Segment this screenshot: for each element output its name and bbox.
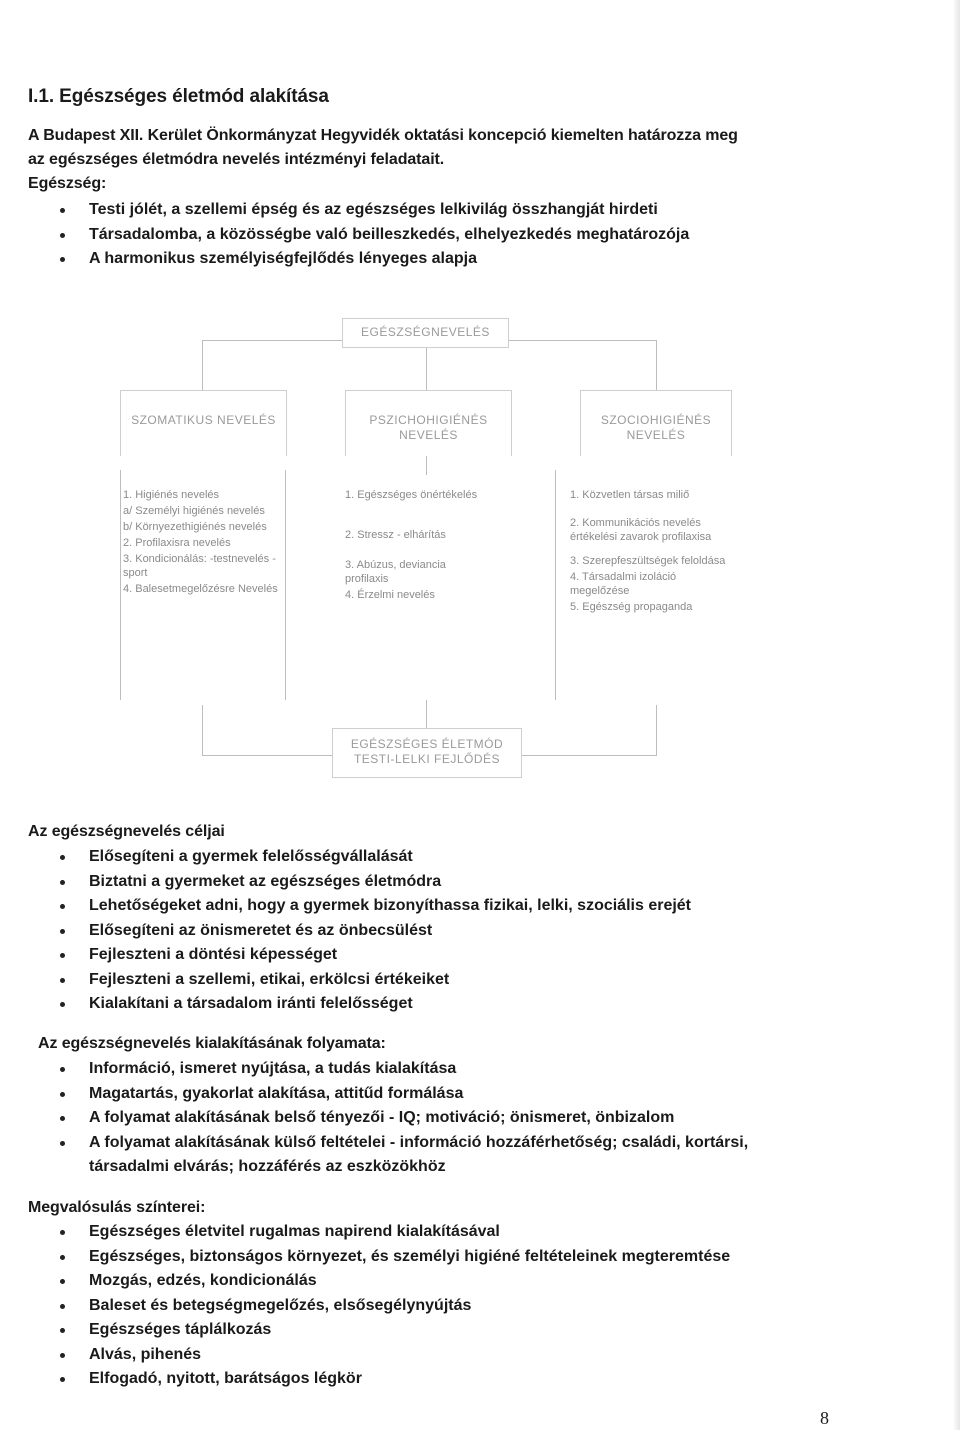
- list-item: A folyamat alakításának külső feltételei - információ hozzáférhetőség; családi, kortársi, társadalmi elvárás; hozzáférés az eszközökhöz: [28, 1131, 809, 1180]
- list-item: 3. Abúzus, deviancia profilaxis: [345, 559, 446, 585]
- bullet-icon: [60, 1092, 65, 1097]
- bullet-icon: [60, 1255, 65, 1260]
- list-item: Biztatni a gyermeket az egészséges életmódra: [28, 870, 691, 895]
- list-item: 1. Egészséges önértékelés: [345, 489, 478, 501]
- list-item: 3. Szerepfeszültségek feloldása: [570, 555, 726, 567]
- bullet-icon: [60, 929, 65, 934]
- list-item: 2. Profilaxisra nevelés: [123, 537, 231, 549]
- list-item: Elősegíteni a gyermek felelősségvállalását: [28, 845, 691, 870]
- list-item: 3. Kondicionálás: -testnevelés -sport: [123, 553, 276, 579]
- list-item: 5. Egészség propaganda: [570, 601, 693, 613]
- diagram-bottom-box: [332, 728, 522, 778]
- connector-line: [426, 345, 427, 390]
- connector-line: [426, 455, 427, 475]
- diagram-bottom-label: EGÉSZSÉGES ÉLETMÓD TESTI-LELKI FEJLŐDÉS: [350, 737, 504, 766]
- list-item: 4. Balesetmegelőzésre Nevelés: [123, 583, 278, 595]
- goals-heading: Az egészségnevelés céljai: [28, 823, 225, 840]
- bullet-icon: [60, 1328, 65, 1333]
- bullet-icon: [60, 208, 65, 213]
- list-item: Fejleszteni a döntési képességet: [28, 943, 691, 968]
- list-item: Alvás, pihenés: [28, 1343, 730, 1368]
- connector-line: [202, 705, 203, 755]
- health-heading: Egészség:: [28, 175, 107, 192]
- diagram-column-title: SZOCIOHIGIÉNÉS NEVELÉS: [600, 413, 712, 442]
- diagram-column-list-somatic: [123, 488, 283, 598]
- venues-list: [28, 1220, 730, 1392]
- diagram-column-title: PSZICHOHIGIÉNÉS NEVELÉS: [369, 413, 488, 442]
- list-item: 2. Stressz - elhárítás: [345, 529, 446, 541]
- list-item: Baleset és betegségmegelőzés, elsősegélynyújtás: [28, 1294, 730, 1319]
- connector-line: [202, 755, 332, 756]
- diagram-column-box-socio: [580, 390, 732, 456]
- intro-line-2: az egészséges életmódra nevelés intézményi feladatait.: [28, 151, 445, 168]
- bullet-icon: [60, 1141, 65, 1146]
- list-item: Információ, ismeret nyújtása, a tudás kialakítása: [28, 1057, 809, 1082]
- bullet-icon: [60, 1279, 65, 1284]
- list-item: a/ Személyi higiénés nevelés: [123, 505, 265, 517]
- list-item: 1. Közvetlen társas miliő: [570, 489, 690, 501]
- connector-line: [520, 755, 657, 756]
- page-edge-shadow: [954, 0, 960, 1430]
- list-item: Magatartás, gyakorlat alakítása, attitűd formálása: [28, 1082, 809, 1107]
- diagram-column-title: SZOMATIKUS NEVELÉS: [131, 413, 276, 427]
- diagram-top-label: EGÉSZSÉGNEVELÉS: [361, 325, 490, 339]
- list-item: Lehetőségeket adni, hogy a gyermek bizonyíthassa fizikai, lelki, szociális erejét: [28, 894, 691, 919]
- health-list: [28, 198, 689, 272]
- list-item: Elősegíteni az önismeretet és az önbecsülést: [28, 919, 691, 944]
- page-number: 8: [820, 1408, 829, 1428]
- bullet-icon: [60, 880, 65, 885]
- connector-line: [120, 470, 121, 700]
- list-item: 4. Érzelmi nevelés: [345, 589, 435, 601]
- bullet-icon: [60, 1002, 65, 1007]
- section-title: I.1. Egészséges életmód alakítása: [28, 86, 329, 107]
- list-item: 2. Kommunikációs nevelés értékelési zavarok profilaxisa: [570, 517, 712, 543]
- diagram-column-box-somatic: [120, 390, 287, 456]
- connector-line: [426, 700, 427, 730]
- process-list: [28, 1057, 809, 1180]
- connector-line: [507, 340, 657, 341]
- list-item: Testi jólét, a szellemi épség és az egészséges lelkivilág összhangját hirdeti: [28, 198, 689, 223]
- bullet-icon: [60, 978, 65, 983]
- bullet-icon: [60, 953, 65, 958]
- bullet-icon: [60, 1116, 65, 1121]
- connector-line: [202, 340, 203, 390]
- list-item: A harmonikus személyiségfejlődés lényeges alapja: [28, 247, 689, 272]
- goals-list: [28, 845, 691, 1017]
- process-heading: Az egészségnevelés kialakításának folyamata:: [38, 1035, 386, 1052]
- list-item: 1. Higiénés nevelés: [123, 489, 220, 501]
- list-item: b/ Környezethigiénés nevelés: [123, 521, 267, 533]
- bullet-icon: [60, 904, 65, 909]
- list-item: Elfogadó, nyitott, barátságos légkör: [28, 1367, 730, 1392]
- bullet-icon: [60, 1353, 65, 1358]
- connector-line: [555, 470, 556, 700]
- list-item: Fejleszteni a szellemi, etikai, erkölcsi értékeiket: [28, 968, 691, 993]
- bullet-icon: [60, 1067, 65, 1072]
- bullet-icon: [60, 855, 65, 860]
- connector-line: [656, 340, 657, 390]
- intro-line-1: A Budapest XII. Kerület Önkormányzat Hegyvidék oktatási koncepció kiemelten határozza meg: [28, 127, 738, 144]
- connector-line: [656, 705, 657, 755]
- list-item: A folyamat alakításának belső tényezői - IQ; motiváció; önismeret, önbizalom: [28, 1106, 809, 1131]
- list-item: Társadalomba, a közösségbe való beilleszkedés, elhelyezkedés meghatározója: [28, 223, 689, 248]
- list-item: 4. Társadalmi izoláció megelőzése: [570, 571, 677, 597]
- list-item: Egészséges életvitel rugalmas napirend kialakításával: [28, 1220, 730, 1245]
- venues-heading: Megvalósulás színterei:: [28, 1199, 206, 1216]
- connector-line: [202, 340, 342, 341]
- connector-line: [285, 470, 286, 700]
- bullet-icon: [60, 257, 65, 262]
- bullet-icon: [60, 233, 65, 238]
- list-item: Egészséges, biztonságos környezet, és személyi higiéné feltételeinek megteremtése: [28, 1245, 730, 1270]
- diagram-column-box-psycho: [345, 390, 512, 456]
- bullet-icon: [60, 1304, 65, 1309]
- bullet-icon: [60, 1377, 65, 1382]
- list-item: Mozgás, edzés, kondicionálás: [28, 1269, 730, 1294]
- list-item: Egészséges táplálkozás: [28, 1318, 730, 1343]
- diagram-column-list-psycho: [345, 488, 485, 604]
- diagram-column-list-socio: [570, 488, 730, 616]
- diagram-top-box: [342, 318, 509, 348]
- bullet-icon: [60, 1230, 65, 1235]
- list-item: Kialakítani a társadalom iránti felelősséget: [28, 992, 691, 1017]
